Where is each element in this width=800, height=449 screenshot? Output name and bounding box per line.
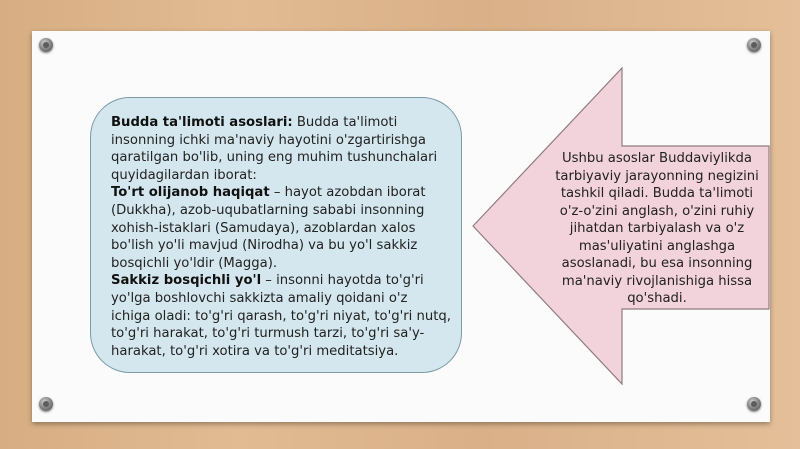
heading-four-truths: To'rt olijanob haqiqat: [111, 185, 270, 201]
four-truths-text: – hayot azobdan iborat (Dukkha), azob-uqubatlarning sababi insonning xohish-istaklari (Samudaya), azoblardan xalos bo'lish yo'li mavjud (Nirodha) va bu yo'l sakkiz bosqichli yo'ldir (Magga).: [111, 185, 426, 271]
eightfold-path-text: – insonni hayotda to'g'ri yo'lga boshlovchi sakkizta amaliy qoidani o'z ichiga oladi: to'g'ri qarash, to'g'ri niyat, to'g'ri nutq, to'g'ri harakat, to'g'ri turmush tarzi, to'g'ri sa'y-harakat, to'g'ri xotira va to'g'ri meditatsiya.: [111, 273, 451, 359]
pin-bottom-right-icon: [747, 397, 761, 411]
teachings-box: [90, 97, 462, 373]
heading-eightfold-path: Sakkiz bosqichli yo'l: [111, 273, 262, 289]
teachings-text: [111, 114, 451, 360]
pin-bottom-left-icon: [39, 397, 53, 411]
arrow-text: Ushbu asoslar Buddaviylikda tarbiyaviy jarayonning negizini tashkil qiladi. Budda ta'limoti o'z-o'zini anglash, o'zini ruhiy jihatdan tarbiyalash va o'z mas'uliyatini anglashga asoslanadi, bu esa insonning ma'naviy rivojlanishiga hissa qo'shadi.: [555, 151, 759, 306]
pin-top-left-icon: [39, 38, 53, 52]
heading-foundations: Budda ta'limoti asoslari:: [111, 115, 293, 130]
foundations-text: Budda ta'limoti insonning ichki ma'naviy hayotini o'zgartirishga qaratilgan bo'lib, uning eng muhim tushunchalari quyidagilardan iborat:: [111, 115, 438, 183]
pin-top-right-icon: [747, 38, 761, 52]
